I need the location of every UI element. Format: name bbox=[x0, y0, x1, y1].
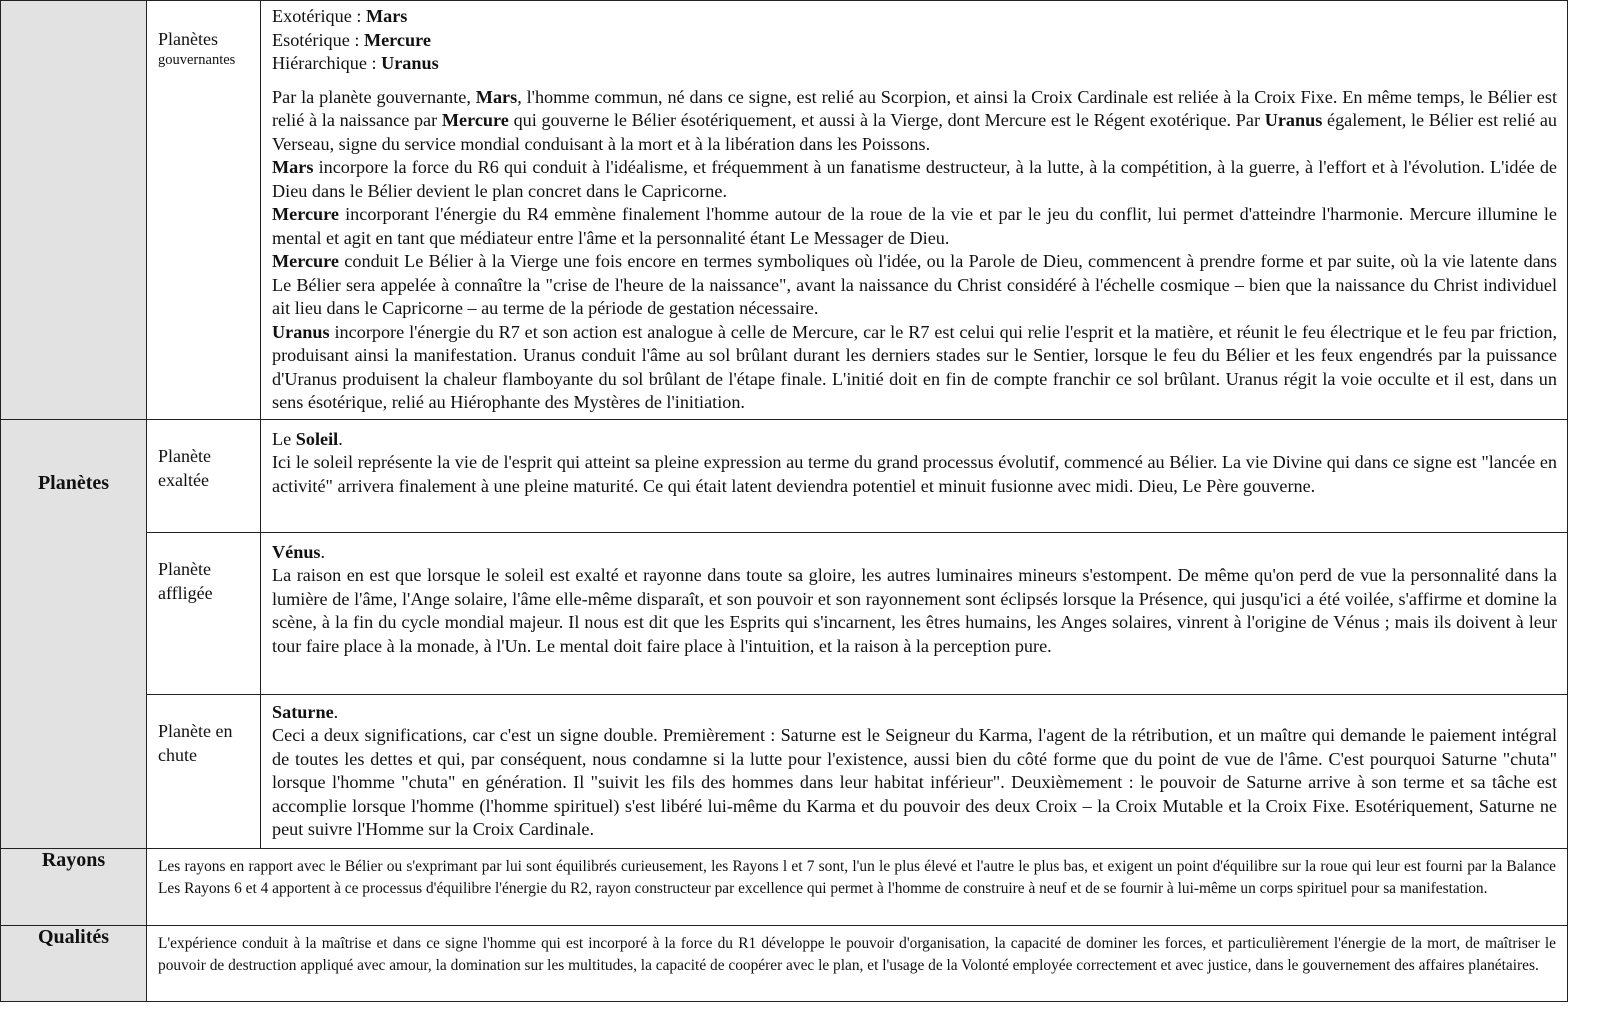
label-exaltee-1: Planète bbox=[158, 445, 211, 466]
subcategory-gouvernantes bbox=[147, 1, 261, 420]
content-rayons: Les rayons en rapport avec le Bélier ou s'exprimant par lui sont équilibrés curieusement, les Rayons l et 7 sont, l'un le plus élevé et l'autre le plus bas, et exigent un point d'équilibre sur la roue qui leur est fourni par la Balance Les Rayons 6 et 4 apportent à ce processus d'équilibre l'énergie du R2, rayon constructeur par excellence qui permet à l'homme de construire à neuf et de se fournir à lui-même un corps spirituel pour sa manifestation. bbox=[147, 848, 1568, 925]
exoterique-label: Exotérique : bbox=[272, 6, 366, 26]
content-affligee bbox=[261, 532, 1568, 694]
subcategory-affligee bbox=[147, 532, 261, 694]
label-exaltee-2: exaltée bbox=[158, 469, 209, 490]
chute-body: Ceci a deux significations, car c'est un signe double. Premièrement : Saturne est le Seigneur du Karma, l'agent de la rétribution, et un maître qui demande le paiement intégral de toutes les dettes et qui, par conséquent, nous condamne si la lutte pour l'existence, aussi bien du côté forme que du point de vue de l'âme. C'est pourquoi Saturne "chuta" lorsque l'homme "chuta" en génération. Il "suivit les fils des hommes dans leur habitat inférieur". Deuxièmement : le pouvoir de Saturne arrive à son terme et sa tâche est accomplie lorsque l'homme (l'homme spirituel) s'est libéré lui-même du Karma et du pouvoir des deux Croix – la Croix Mutable et la Croix Fixe. Esotériquement, Saturne ne peut suivre l'Homme sur la Croix Cardinale. bbox=[272, 725, 1557, 839]
row-planete-affligee bbox=[1, 532, 1568, 694]
subcategory-exaltee bbox=[147, 419, 261, 532]
category-cell-empty bbox=[1, 1, 147, 420]
esoterique-label: Esotérique : bbox=[272, 29, 364, 50]
content-exaltee bbox=[261, 419, 1568, 532]
row-planete-chute bbox=[1, 694, 1568, 848]
affligee-heading: Vénus. bbox=[272, 541, 326, 562]
content-gouvernantes bbox=[261, 1, 1568, 420]
paragraph-1: Par la planète gouvernante, Mars, l'homme commun, né dans ce signe, est relié au Scorpion, et ainsi la Croix Cardinale est reliée à la Croix Fixe. En même temps, le Bélier est relié à la naissance par Mercure qui gouverne le Bélier ésotériquement, et aussi à la Vierge, dont Mercure est le Régent exotérique. Par Uranus également, le Bélier est relié au Verseau, signe du service mondial conduisant à la mort et à la libération dans les Poissons. bbox=[272, 86, 1557, 154]
label-chute-2: chute bbox=[158, 744, 197, 765]
category-qualites: Qualités bbox=[1, 925, 147, 1001]
hierarchique-label: Hiérarchique : bbox=[272, 53, 382, 73]
hierarchique-value: Uranus bbox=[381, 53, 439, 73]
chute-heading: Saturne. bbox=[272, 701, 339, 722]
affligee-body: La raison en est que lorsque le soleil est exalté et rayonne dans toute sa gloire, les autres luminaires mineurs s'estompent. De même qu'on perd de vue la personnalité dans la lumière de l'âme, l'Ange solaire, l'âme elle-même disparaît, et son pouvoir et son rayonnement sont éclipsés lorsque la Présence, qui jusqu'ici a été voilée, s'affirme et domine la scène, à la fin du cycle mondial majeur. Il nous est dit que les Esprits qui s'incarnent, les êtres humains, les Anges solaires, vinrent à l'origine de Vénus ; mais ils doivent à leur tour faire place à la monade, à l'Un. Le mental doit faire place à l'intuition, et la raison à la perception pure. bbox=[272, 565, 1557, 656]
category-planetes: Planètes bbox=[1, 419, 147, 848]
label-planetes: Planètes bbox=[158, 29, 218, 49]
row-planetes-gouvernantes bbox=[1, 1, 1568, 420]
row-qualites bbox=[1, 925, 1568, 1001]
label-affligee-1: Planète bbox=[158, 558, 211, 579]
exaltee-heading: Le Soleil. bbox=[272, 428, 343, 449]
label-affligee-2: affligée bbox=[158, 582, 213, 603]
paragraph-5: Uranus incorpore l'énergie du R7 et son action est analogue à celle de Mercure, car le R7 est celui qui relie l'esprit et la matière, et réunit le feu électrique et le feu par friction, produisant ainsi la manifestation. Uranus conduit l'âme au sol brûlant durant les derniers stades sur le Sentier, lorsque le feu du Bélier et les feux engendrés par la puissance d'Uranus produisent la chaleur flamboyante du sol brûlant de l'étape finale. L'initié doit en fin de compte franchir ce sol brûlant. Uranus régit la voie occulte et il est, dans un sens ésotérique, relié au Hiérophante des Mystères de l'initiation. bbox=[272, 321, 1557, 412]
category-rayons: Rayons bbox=[1, 848, 147, 925]
label-chute-1: Planète en bbox=[158, 720, 233, 741]
row-planete-exaltee bbox=[1, 419, 1568, 532]
paragraph-2: Mars incorpore la force du R6 qui conduit à l'idéalisme, et fréquemment à un fanatisme destructeur, à la lutte, à la compétition, à la guerre, à l'effort et à l'évolution. L'idée de Dieu dans le Bélier devient le plan concret dans le Capricorne. bbox=[272, 157, 1557, 201]
exoterique-line bbox=[272, 5, 1557, 29]
paragraph-3: Mercure incorporant l'énergie du R4 emmène finalement l'homme autour de la roue de la vie et par le jeu du conflit, lui permet d'atteindre l'harmonie. Mercure illumine le mental et agit en tant que médiateur entre l'âme et la personnalité étant Le Messager de Dieu. bbox=[272, 204, 1557, 248]
exoterique-value: Mars bbox=[365, 6, 408, 26]
hierarchique-line bbox=[272, 52, 1557, 76]
label-gouvernantes: gouvernantes bbox=[158, 52, 236, 68]
paragraph-4: Mercure conduit Le Bélier à la Vierge une fois encore en termes symboliques où l'idée, ou la Parole de Dieu, commencent à prendre forme et par suite, où la vie latente dans Le Bélier sera appelée à connaître la "crise de l'heure de la naissance", avant la naissance du Christ considéré à l'échelle cosmique – bien que la naissance du Christ individuel ait lieu dans le Capricorne – au terme de la période de gestation nécessaire. bbox=[272, 251, 1557, 318]
exaltee-body: Ici le soleil représente la vie de l'esprit qui atteint sa pleine expression au terme du grand processus évolutif, commencé au Bélier. La vie Divine qui dans ce signe est "lancée en activité" arrivera finalement à une pleine maturité. Ce qui était latent deviendra potentiel et minuit fusionne avec midi. Dieu, Le Père gouverne. bbox=[272, 452, 1557, 496]
subcategory-chute bbox=[147, 694, 261, 848]
esoterique-value: Mercure bbox=[363, 29, 431, 50]
row-rayons bbox=[1, 848, 1568, 925]
esoterique-line bbox=[272, 29, 1557, 53]
content-qualites: L'expérience conduit à la maîtrise et dans ce signe l'homme qui est incorporé à la force du R1 développe le pouvoir d'organisation, la capacité de dominer les forces, et particulièrement l'énergie de la mort, de maîtriser le pouvoir de destruction appliqué avec amour, la domination sur les multitudes, la capacité de coopérer avec le plan, et l'usage de la Volonté employée correctement et avec justice, dans le gouvernement des affaires planétaires. bbox=[147, 925, 1568, 1001]
content-chute bbox=[261, 694, 1568, 848]
